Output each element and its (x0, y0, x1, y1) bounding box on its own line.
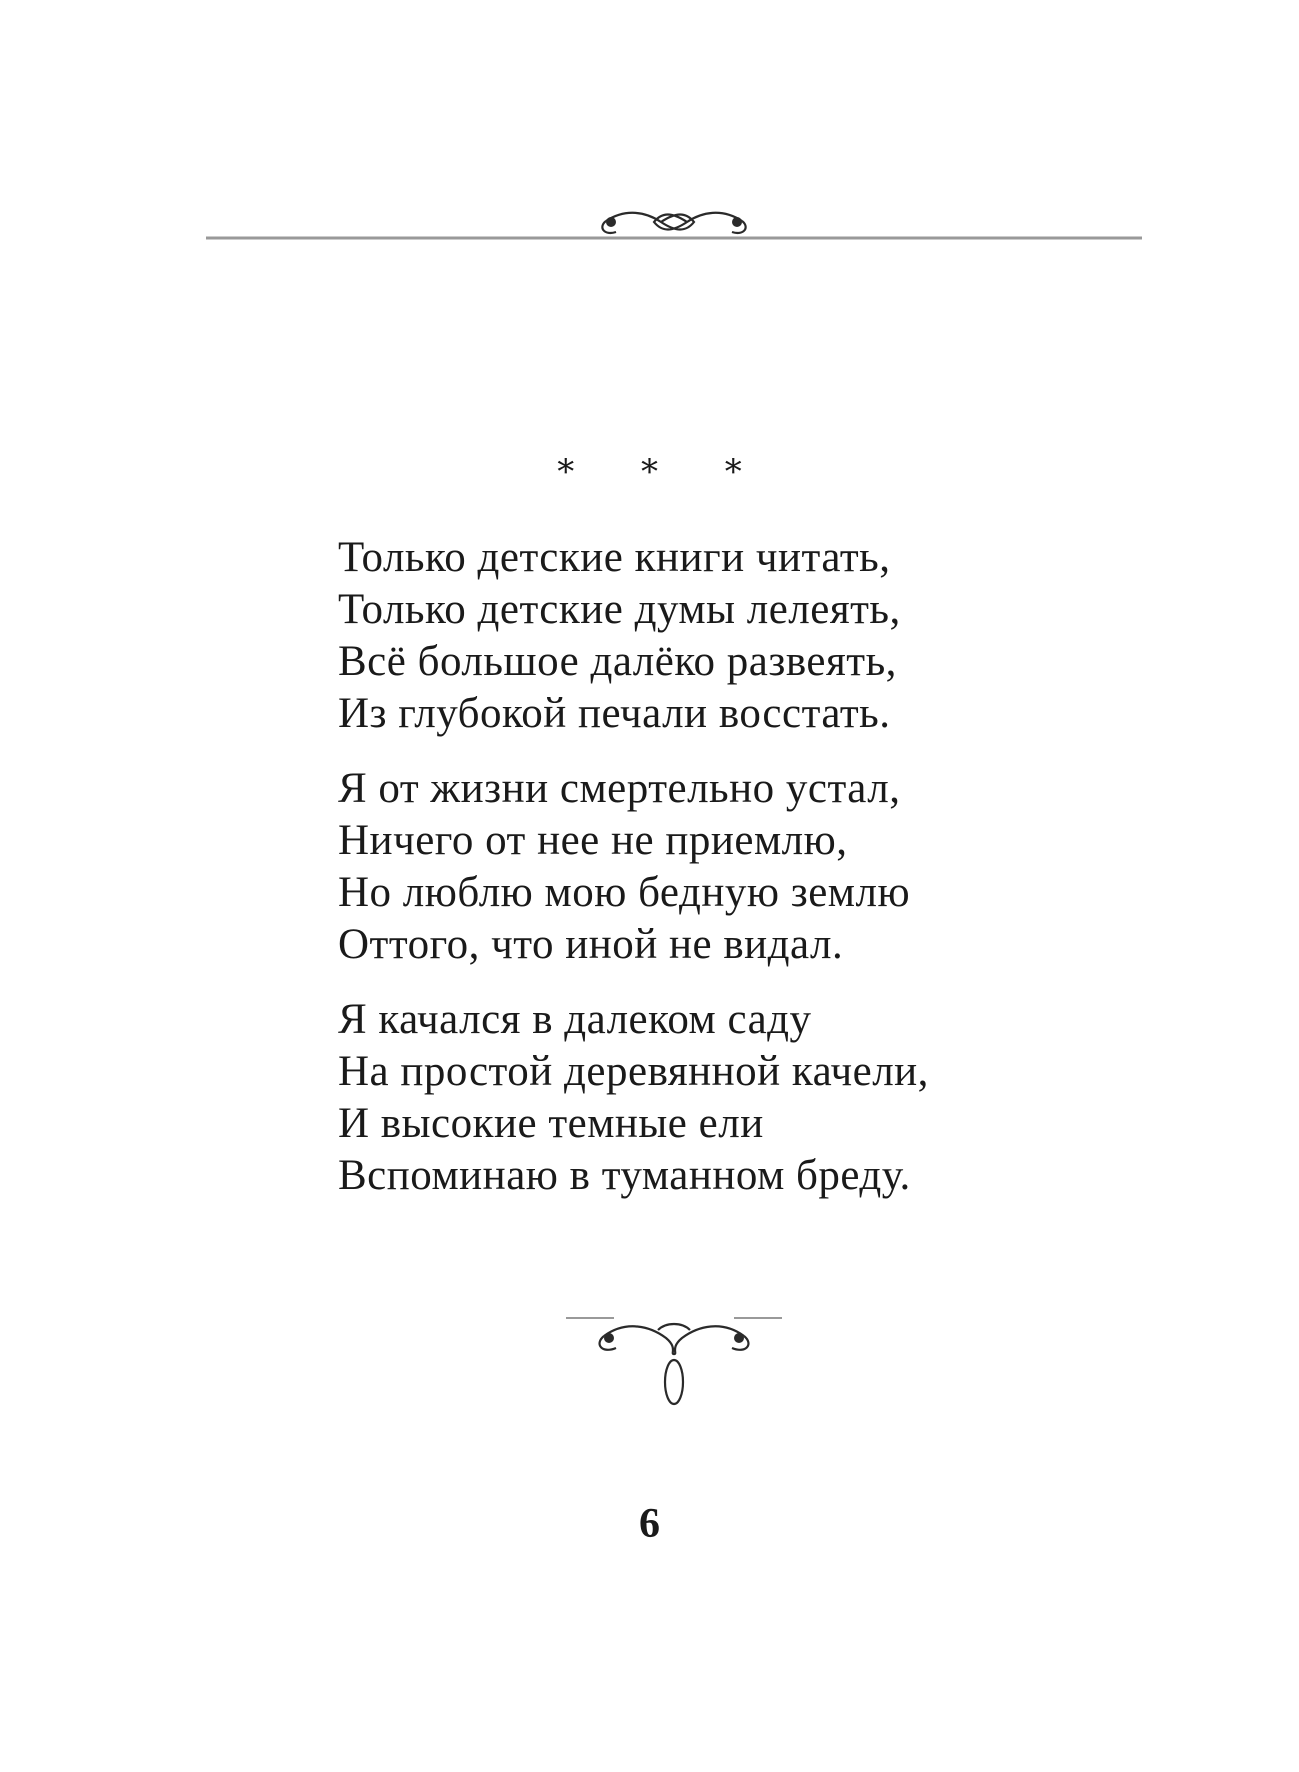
poem-line: Оттого, что иной не видал. (338, 921, 844, 968)
scroll-ornament (602, 213, 745, 233)
poem-line: И высокие темные ели (338, 1100, 764, 1147)
stanza (338, 763, 929, 971)
poem-line: Вспоминаю в туманном бреду. (338, 1152, 911, 1199)
stanza (338, 532, 929, 740)
poem-line: Я от жизни смертельно устал, (338, 765, 901, 812)
ornament-dot-right (732, 217, 742, 227)
ornament-dot-left (606, 217, 616, 227)
poem-line: Всё большое далёко развеять, (338, 638, 897, 685)
bottom-ornament (566, 1314, 782, 1414)
poem-line: Но люблю мою бедную землю (338, 869, 911, 916)
poem-line: Только детские книги читать, (338, 534, 891, 581)
section-separator: * * * (557, 452, 770, 492)
page-number: 6 (639, 1501, 660, 1547)
poem-line: Только детские думы лелеять, (338, 586, 901, 633)
ornament-dot-right (734, 1333, 744, 1343)
drop-ornament (600, 1324, 749, 1404)
top-ornament-rule (206, 200, 1142, 250)
ornament-dot-left (604, 1333, 614, 1343)
stanza (338, 994, 929, 1202)
poem-line: На простой деревянной качели, (338, 1048, 929, 1095)
poem-line: Я качался в далеком саду (338, 996, 812, 1043)
poem (338, 532, 929, 1225)
poem-line: Ничего от нее не приемлю, (338, 817, 848, 864)
poem-line: Из глубокой печали восстать. (338, 690, 891, 737)
